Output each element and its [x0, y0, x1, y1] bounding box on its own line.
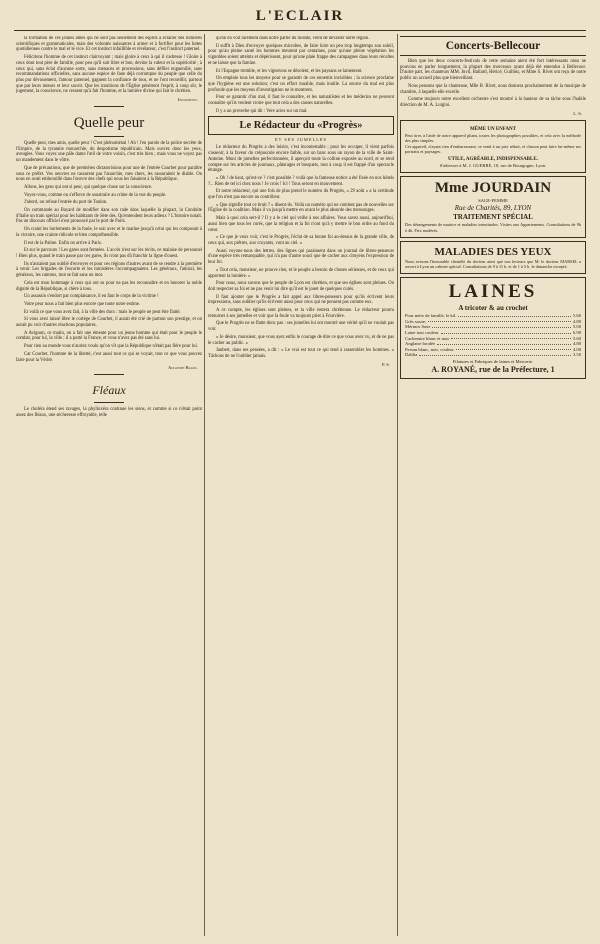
article-paragraph: Quelle peur, mes amis, quelle peur ! C'est phénoménal ! Ah ! l'en parole de la police secrète de l'Empire, de la tyrannie monarchie, du despotisme républicain. Mais ouvrez donc les yeux, aveugles. Vous voyez une pâle dame l'œil de votre voisin, c'est très bien ; mais vous ne voyez pas un mandement dans le vôtre.	[16, 141, 202, 164]
leader-dots	[437, 341, 571, 345]
ad-contact: S'adresser à M. J. GUERRE, 10, rue de Bourgogne, Lyon.	[439, 163, 547, 169]
article-paragraph: « Tout cela, monsieur, ne prouve rien, et le peuple a besoin de choses sérieuses, et de ceux qui apportent la lumière. »	[208, 267, 394, 279]
column-1	[16, 36, 202, 936]
ad-text: Nous avisons l'honorable clientèle du docteur ainsi que nos lecteurs que M. le docteur MARSEL a ouvert à Lyon un cabinet spécial. Consultations de 9 à 11 h. et de 1 à 5 h. le dimanche excepté.	[405, 258, 581, 270]
article-paragraph: Il est de la Palme. Enfin on arrive à Paris.	[24, 240, 102, 246]
article-paragraph: On craint les hurlements de la foule, le soir avec et le marine jusqu'à celui qui les composait à la victoire, une crainte ridicule et bien compréhensible.	[16, 227, 202, 238]
article-paragraph: Le choléra étend ses ravages, la phylloxéra continue les siens, et comme si ce n'était point assez des fléaux, une sécheresse effroyable, telle	[16, 407, 202, 418]
article-paragraph: A Avignon, ce matin, on a fait une émeute pour un jeune homme qui était pour le peuple le combat, pour lui, la ville ; il a porté la France, et vous n'avez pas été sans lui.	[16, 330, 202, 342]
article-paragraph: « Oh ! de haut, qu'est-ce ? c'est possible ? voilà que la fameuse notice a été fixée en nos hôtels ?... Rien de tel ici chez nous ! Je crois ! Ici ! Tous seront en mouvement.	[208, 175, 394, 187]
ad-text: Cet appareil, n'ayant rien d'embarrassant, se vend à un prix réduit, et chacun peut faire lui-même ses portraits et paysages.	[405, 144, 581, 155]
ad-title: MALADIES DES YEUX	[434, 245, 552, 258]
article-paragraph: qu'on en voit rarement dans notre partie du monde, vient de dévaster notre région.	[216, 36, 370, 41]
article-paragraph: J'abord, on refuse l'entrée du port de Toulon.	[24, 200, 108, 206]
advertisement-sage-femme	[400, 176, 586, 237]
article-paragraph: Comme toujours notre excellent orchestre s'est montré à la hauteur de sa tâche sous l'habile direction de M. A. Luigini.	[400, 97, 586, 108]
article-paragraph: A ce compte, les églises sont pleines, et la ville restera chrétienne. Le rédacteur pourra retourner à ses jumelles et voir que la foule va toujours prier à Fourvière.	[208, 308, 394, 319]
price-label: Anglaise brodée	[405, 341, 435, 347]
leader-dots	[451, 336, 571, 340]
article-paragraph: Si vous avez laissé libre le cortège de Courbet, il aurait été crié de partout son prestige, et on aurait pu voir d'autres réactions populaires.	[16, 317, 202, 329]
price-label: Grès saxon	[405, 318, 426, 324]
article-paragraph: On commande au Bayard de modifier dans son rade dans laquelle la plupart, la Conduite d'Italie un train spécial pour les habitants de Sète des. Qu'entendent leurs adieux ? L'histoire notait. Pas un discours officiel n'est prononcé par le port de Paris.	[16, 208, 202, 225]
ad-role: SAGE-FEMME	[478, 198, 508, 204]
article-paragraph: Pour nous, nous savons que le peuple de Lyon est chrétien, et que ses églises sont pleines. On doit respecter sa foi et ne pas venir lui dire qu'il est le jouet de quelques curés.	[208, 281, 394, 292]
price-value: 4.80	[572, 318, 581, 324]
article-signature: P. S.	[381, 361, 390, 367]
price-label: Laine tout couleur	[405, 330, 439, 336]
leader-dots	[456, 347, 571, 351]
article-paragraph: Il suffit à Dieu d'envoyer quelques microbes, de faire luire un peu trop longtemps son soleil, pour qu'au pleine santé les hommes meurent par centaines, pour qu'une pleine végétation les vignobles soient atteints et dépérissent, pour qu'une plaie frappe des campagnes dans leurs récoltes et ne laisse que la famine.	[208, 43, 394, 66]
article-paragraph: Et l'Espagne tremble, et les vignerons se désolent, et les paysans se lamentent.	[216, 68, 363, 74]
ad-footer: Filatures et Fabriques de laines et Mercerie.	[452, 359, 534, 364]
article-paragraph: la formation de ces jeunes âmes qui ne sont pas seulement des esprits à éclairer des lumières scientifiques et grammaticales, mais des volontés naissantes à armer et à fortifier pour les luttes quotidiennes contre le mal et le vice. Et cet instinct infaillible et révélateur, c'est l'instinct paternel.	[16, 36, 202, 53]
ad-text: Peut tirer, à l'aide de notre appareil pliant, toutes les photographies possibles, et cela avec la méthode des plus simples.	[405, 132, 581, 143]
article-signature: Augustin Blanc.	[167, 365, 198, 371]
article-paragraph: Allons, les gens qui ont si peur, qui quelque chose sur la conscience.	[24, 184, 153, 190]
article-paragraph: Car Courbet, l'homme de la liberté, c'est aussi tout ce qui se voyait, tout ce que vous pouvez faire pour la Vérité.	[16, 351, 202, 363]
article-paragraph: Bien que les deux concerts-festivals de cette semaine aient été fort intéressants nous ne pouvons en parler longuement, la plupart des morceaux ayant déjà été entendus à Bellecour. D'autre part, les chanteurs MM. Juvil, Ballard, Héricé, Guilliez, et Mme S. Rivet ont reçu de notre public un accueil plus que bienveillant.	[400, 59, 586, 82]
article-paragraph: Nous pensons que la chanteuse, Mlle B. Rivet, nous donnera prochainement de la musique de chambre, à laquelle elle excelle.	[400, 83, 586, 95]
price-value: 6.90	[572, 330, 581, 336]
leader-dots	[432, 324, 571, 328]
article-paragraph: « Que signifie tout ce bruit ? » disent-ils. Voilà un numéro qui ne contient pas de nouvelles sur l'Église de la coalition. Mais il va jusqu'à mettre en avant le plus absurde des mensonges.	[208, 202, 394, 214]
divider	[94, 136, 124, 137]
ad-vendor: A. ROYANÉ, rue de la Préfecture, 1	[431, 365, 555, 374]
price-label: Pour mère de famille, le kil.	[405, 313, 457, 319]
price-value: 5.60	[572, 335, 581, 341]
divider	[94, 374, 124, 375]
article-paragraph: Pour rien au monde vous n'auriez voulu qu'on vît que la République n'était pas fière pour lui.	[24, 344, 198, 350]
article-paragraph: Voyez-vous, comme on s'efforce de soustraire au crime de la vue du peuple.	[24, 192, 167, 198]
ad-text: Des dérangements de matrice et maladies intestinales. Visites aux Appartements. Consultations de 9h à 4h. Prix modérés.	[405, 222, 581, 233]
article-heading: Fléaux	[92, 383, 126, 398]
article-paragraph: Et notre rédacteur, qui une fois de plus prend le numéro du Progrès, « 29 août » a la certitude que l'on n'est pas encore au contrôleur.	[208, 189, 394, 201]
ad-address: Rue de Charités, 89, LYON	[454, 204, 532, 213]
column-divider	[397, 34, 398, 936]
price-value: 5.60	[572, 313, 581, 319]
ad-subtitle: UTILE, AGRÉABLE, INDISPENSABLE.	[448, 157, 538, 163]
article-paragraph: Ils n'auraient pas oublié d'envoyer et pour ces régions d'autres avant de se rendre à la première à venir. Les brigades de l'escorte et les ministères l'accompagnaient. Les généraux, l'amiral, les généraux, les cantons, tout se fait sans un mot.	[16, 261, 202, 279]
article-paragraph: Que le Progrès ne se flatte donc pas : ses jumelles lui ont montré une vérité qu'il ne voulait pas voir.	[208, 321, 394, 333]
ad-special: TRAITEMENT SPÉCIAL	[453, 213, 533, 222]
price-value: 4.00	[572, 346, 581, 352]
article-paragraph: On emploie tous les moyens pour se garantir de ces ennemis invisibles ; la science proclame que l'hygiène est une solution; c'est un effort louable, mais inutile. La source du mal est plus profonde que les moyens d'investigation ne le montrent.	[208, 76, 394, 93]
article-paragraph: Pour se garantir d'un mal, il faut le connaître, et les naturalistes et les médecins ne peuvent connaître qu'ils veulent croire que tout cela a des causes naturelles.	[208, 95, 394, 107]
article-paragraph: Votre peur nous a fait bien plus encore que toute notre estime.	[24, 301, 141, 307]
article-paragraph: Il y a un proverbe qui dit : Vere acies sur un mal.	[216, 108, 308, 114]
price-row	[405, 352, 581, 358]
column-3	[400, 36, 586, 936]
article-paragraph: Il faut ajouter que le Progrès a fait appel aux libres-penseurs pour qu'ils écrivent leurs impressions, sans oublier qu'ils écrivent aussi pour ceux qui ne pensent pas comme eux.	[208, 294, 394, 306]
article-paragraph: Le rédacteur du Progrès a des loisirs, c'est incontestable ; pour les occuper, il vient parfois s'asseoir, à la faveur du crépuscule encore faible, sur un banc sous un rayon de la ville de Saint-Antoine. Muni de jumelles perfectionnées, il aperçoit toute la colline exposée au nord, et se rend compte sur les articles de journaux, pâturages et bosquets, tout à coup il est frappé d'un spectacle étrange.	[208, 145, 394, 174]
ad-subtitle: A tricoter & au crochet	[458, 304, 528, 313]
article-paragraph: Félicitons l'homme de cet instinct clairvoyant ; mais gloire à ceux à qui il s'adresse ! Gloire à ceux dont tout père de famille, pour peu qu'il soit libre et bon, devine la valeur et la supériorité ; à ceux qui, sans éclat d'aucune sorte, sans menaces et processions, sans défiler enguenille, sans recommandations officielles, sans aucune espèce de fane déjà corrompue du peuple que celle du plus pur dévouement, l'amour paternel, gagnent la confiance de tous, et ne l'ont recueillir, partout que par leurs mœurs et leur savoir. Que les intuitions de l'Église pénètrent l'esprit, à coup sûr, le jugement, la conscience, ne cessent qu'à fait l'homme, et la lumière divine qui fait le chrétien.	[16, 55, 202, 95]
column-divider	[204, 34, 205, 936]
leader-dots	[419, 352, 571, 356]
advertisement-photo	[400, 120, 586, 174]
advertisement-laines	[400, 277, 586, 379]
masthead: L'ECLAIR	[255, 8, 345, 24]
article-paragraph: Aussi voyons-nous des lettres, des lignes qui paraissent dans un journal de libres-penseurs d'une espèce très remarquable, qui n'a pas d'autre souci que de cacher aux citoyens l'expression de leur foi.	[208, 248, 394, 266]
article-paragraph: Que de précautions, que de premières dictatorisions pour une de l'entrée Courbet pour paraître sous ce préfet. Vos oeuvres ne rassurent pas l'anarchie, mes chers, les rassuraient le diable. On nous en avait embrouillé dans l'œuvre des chefs qui nous les faisaient à la République.	[16, 165, 202, 183]
price-label: Persan blanc, noir, couleur	[405, 346, 454, 352]
leader-dots	[458, 313, 571, 317]
ad-name: Mme JOURDAIN	[434, 180, 552, 197]
leader-dots	[441, 330, 571, 334]
divider	[94, 106, 124, 107]
price-value: 5.00	[572, 324, 581, 330]
column-2	[208, 36, 394, 936]
price-label: Cachemire blanc et noir	[405, 335, 450, 341]
price-label: Dahlia	[405, 352, 418, 358]
article-subheading: ET SES JUMELLES	[275, 137, 327, 143]
ad-title: MÊME UN ENFANT	[469, 126, 516, 132]
article-paragraph: Cela est mon hommage à ceux qui ont su pour ne pas les reconnaître et en honorer la noble dignité de la République, si chère à tous.	[16, 280, 202, 292]
article-heading: Le Rédacteur du «Progrès»	[208, 116, 394, 135]
masthead-rule	[14, 30, 586, 31]
divider	[94, 402, 124, 403]
price-value: 4.80	[572, 341, 581, 347]
article-paragraph: Un assassin s'endort par complaisance, il en faut le corps de la victime !	[24, 294, 159, 300]
article-signature: L. S.	[573, 110, 582, 116]
article-paragraph: Et sur le parcours ! Les gares sont fermées. L'accès n'est sur les récits, ce malaise de personnel ! Bien plus, quand le train passe par ces gares, ils n'ont pas dû franchir la ligne d'ouest.	[16, 248, 202, 259]
leader-dots	[428, 319, 571, 323]
article-signature: Incognitus.	[177, 97, 198, 103]
price-value: 3.50	[572, 352, 581, 358]
article-paragraph: « Je désire, monsieur, que vous ayez enfin le courage de dire ce que vous avez vu, et de ne pas le cacher au public. »	[208, 334, 394, 346]
article-paragraph: Et voilà ce que vous avez fait, à la ville des ducs : mais le peuple ne peut être flatté.	[24, 309, 181, 315]
price-label: Mérinos Saxe	[405, 324, 431, 330]
article-paragraph: Jaubert, dans ses pensées, a dit : « Le vrai est tout ce qui tend à rassembler les hommes. » Tâchons de ne l'oublier jamais.	[208, 348, 394, 359]
article-paragraph: « Ce que je veux voir, c'est le Progrès, l'éclat de sa bonne foi au-dessus de la grande ville, de ceux qui, aux prêtres, aux croyants, vont au ciel. »	[208, 235, 394, 246]
article-heading: Concerts-Bellecour	[400, 36, 586, 56]
article-paragraph: Mais à quoi cela sert-il ? Il y a le ciel qui veille à nos affaires. Vous savez aussi, aujourd'hui, aussi bien que tous les curés, que la religion et la foi n'ont qu'à y mettre le bon ordre au fond du cœur.	[208, 216, 394, 233]
article-heading: Quelle peur	[73, 115, 145, 132]
ad-title: LAINES	[448, 281, 538, 303]
advertisement-eyes	[400, 241, 586, 274]
